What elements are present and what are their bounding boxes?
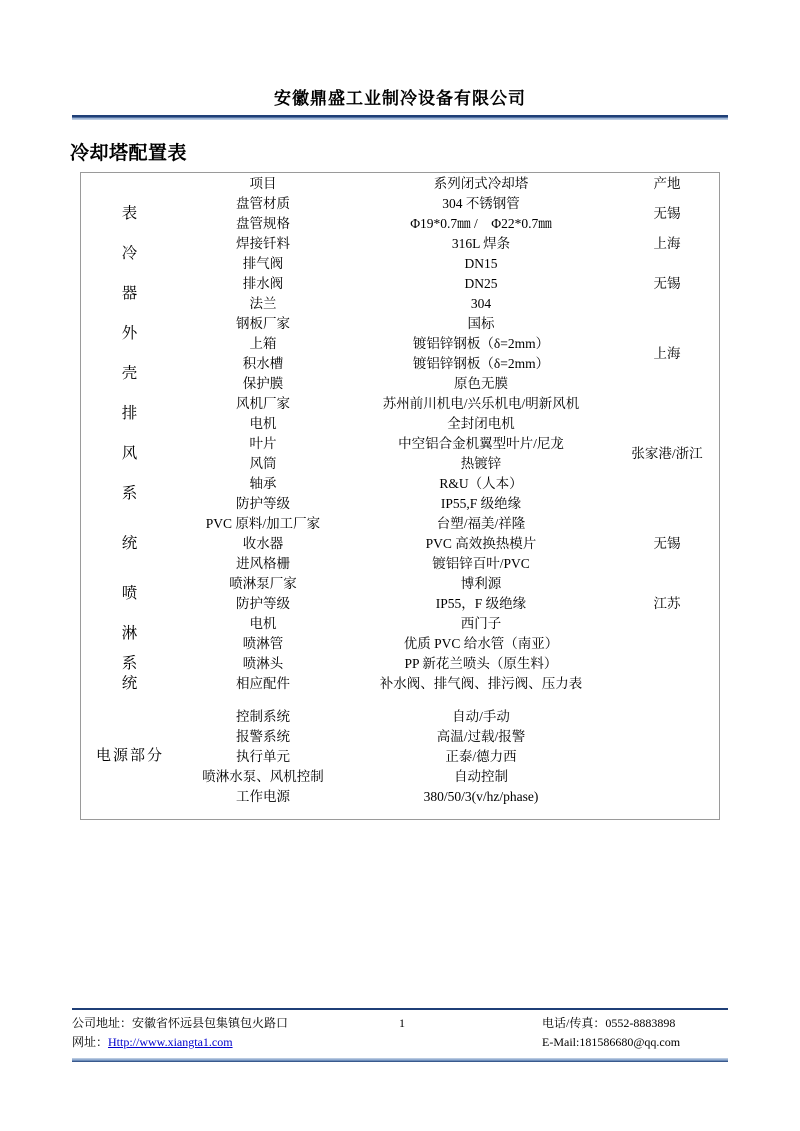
spec-table	[81, 173, 719, 819]
item-label: 盘管材质	[236, 195, 290, 211]
spacer-cell	[347, 693, 615, 706]
group-label-tong2: 统	[121, 674, 139, 692]
item-value: 西门子	[460, 615, 502, 631]
group-label-power: 电源部分	[95, 747, 164, 764]
group-label-xi2: 系	[121, 654, 139, 672]
footer-phone: 电话/传真：0552-8883898	[542, 1016, 676, 1030]
item-origin	[615, 726, 719, 746]
item-label: 执行单元	[236, 748, 290, 764]
item-value: 博利源	[460, 575, 502, 591]
item-label: 进风格栅	[236, 555, 290, 571]
table-header-row	[81, 173, 719, 193]
item-label: 盘管规格	[236, 215, 290, 231]
header-value: 系列闭式冷却塔	[433, 175, 529, 191]
spacer-cell	[81, 693, 179, 706]
footer-email: E-Mail:181586680@qq.com	[542, 1035, 681, 1049]
item-label: 控制系统	[236, 708, 290, 724]
item-label: 喷淋水泵、风机控制	[202, 768, 324, 784]
item-label: 保护膜	[242, 375, 284, 391]
item-label: 钢板厂家	[236, 315, 290, 331]
item-label: 防护等级	[236, 495, 290, 511]
table-row	[81, 513, 719, 533]
item-label: 轴承	[249, 475, 277, 491]
item-value: 高温/过载/报警	[436, 728, 526, 744]
item-label: 风机厂家	[236, 395, 290, 411]
item-origin	[615, 673, 719, 693]
item-origin	[615, 253, 719, 273]
item-label: 风筒	[249, 455, 277, 471]
document-footer	[72, 1014, 728, 1052]
item-value: 304	[470, 295, 492, 311]
item-value: IP55，F 级绝缘	[435, 595, 527, 611]
header-group-cell	[81, 173, 179, 193]
header-item: 项目	[249, 175, 277, 191]
item-origin	[615, 473, 719, 493]
item-origin: 张家港/浙江	[631, 445, 703, 461]
footer-divider-top	[72, 1008, 728, 1010]
item-label: 喷淋头	[242, 655, 284, 671]
spacer-cell	[615, 806, 719, 819]
group-label-ke: 壳	[121, 364, 139, 382]
group-label-feng: 风	[121, 444, 139, 462]
item-value: 正泰/德力西	[445, 748, 517, 764]
item-value: 自动/手动	[452, 708, 510, 724]
table-spacer-row	[81, 806, 719, 819]
group-label-biao: 表	[121, 204, 139, 222]
item-value: 优质 PVC 给水管（南亚）	[403, 635, 559, 651]
header-origin: 产地	[653, 175, 681, 191]
footer-website	[72, 1033, 372, 1052]
item-label: 积水槽	[242, 355, 284, 371]
item-origin	[615, 313, 719, 333]
item-value: 镀铝锌百叶/PVC	[432, 555, 530, 571]
item-origin	[615, 393, 719, 413]
item-origin	[615, 613, 719, 633]
item-value: DN25	[464, 275, 498, 291]
item-value: PVC 高效换热模片	[425, 535, 537, 551]
item-origin	[615, 766, 719, 786]
footer-address-value: 安徽省怀远县包集镇包火路口	[132, 1016, 289, 1030]
footer-address	[72, 1014, 372, 1033]
item-origin: 无锡	[653, 205, 681, 221]
item-label: 报警系统	[236, 728, 290, 744]
footer-row-1	[72, 1014, 728, 1033]
item-value: 苏州前川机电/兴乐机电/明新风机	[382, 395, 580, 411]
footer-address-label: 公司地址：	[72, 1016, 133, 1030]
item-origin	[615, 493, 719, 513]
spacer-cell	[347, 806, 615, 819]
item-value: R&U（人本）	[439, 475, 523, 491]
footer-website-link[interactable]: Http://www.xiangta1.com	[108, 1035, 233, 1049]
item-label: 排气阀	[242, 255, 284, 271]
spec-table-container	[80, 172, 720, 820]
company-name: 安徽鼎盛工业制冷设备有限公司	[274, 89, 526, 108]
document-header	[72, 88, 728, 110]
item-origin	[615, 573, 719, 593]
group-label-wai: 外	[121, 324, 139, 342]
item-origin: 上海	[653, 235, 681, 251]
group-label-xi: 系	[121, 484, 139, 502]
group-label-leng: 冷	[121, 244, 139, 262]
item-label: 电机	[249, 615, 277, 631]
table-row	[81, 653, 719, 673]
table-row	[81, 233, 719, 253]
item-origin	[615, 413, 719, 433]
item-label: 叶片	[249, 435, 277, 451]
item-value: DN15	[464, 255, 498, 271]
item-origin: 上海	[653, 345, 681, 361]
table-row	[81, 473, 719, 493]
item-value: 热镀锌	[460, 455, 502, 471]
item-label: 电机	[249, 415, 277, 431]
item-label: 防护等级	[236, 595, 290, 611]
footer-row-2	[72, 1033, 728, 1052]
table-row	[81, 433, 719, 453]
spacer-cell	[179, 693, 347, 706]
item-origin	[615, 746, 719, 766]
item-value: 台塑/福美/祥隆	[436, 515, 526, 531]
item-origin	[615, 373, 719, 393]
item-label: 法兰	[249, 295, 277, 311]
item-label: 收水器	[242, 535, 284, 551]
item-label: 工作电源	[236, 788, 290, 804]
item-value: PP 新花兰喷头（原生料）	[404, 655, 558, 671]
item-value: 原色无膜	[454, 375, 508, 391]
group-label-qi: 器	[121, 284, 139, 302]
group-label-tong: 统	[121, 534, 139, 552]
item-origin: 无锡	[653, 535, 681, 551]
item-origin	[615, 513, 719, 533]
footer-website-label: 网址：	[72, 1035, 109, 1049]
item-origin	[615, 553, 719, 573]
item-origin: 无锡	[653, 275, 681, 291]
group-label-pai: 排	[121, 404, 139, 422]
item-value: IP55,F 级绝缘	[440, 495, 522, 511]
item-label: 上箱	[249, 335, 277, 351]
item-value: 380/50/3(v/hz/phase)	[423, 788, 539, 804]
item-value: 镀铝锌钢板（δ=2mm）	[412, 355, 550, 371]
table-row	[81, 393, 719, 413]
table-spacer-row	[81, 693, 719, 706]
item-value: 自动控制	[454, 768, 508, 784]
table-row	[81, 193, 719, 213]
page-title: 冷却塔配置表	[70, 143, 188, 164]
table-row	[81, 613, 719, 633]
table-row	[81, 573, 719, 593]
table-row	[81, 706, 719, 726]
footer-divider-bottom	[72, 1058, 728, 1062]
group-label-pen: 喷	[121, 584, 139, 602]
item-label: 排水阀	[242, 275, 284, 291]
item-value: 全封闭电机	[447, 415, 515, 431]
item-value: 国标	[467, 315, 495, 331]
spacer-cell	[179, 806, 347, 819]
item-label: 喷淋管	[242, 635, 284, 651]
item-label: 相应配件	[236, 675, 290, 691]
item-value: 316L 焊条	[451, 235, 511, 251]
item-origin	[615, 706, 719, 726]
item-origin	[615, 633, 719, 653]
item-origin	[615, 293, 719, 313]
item-origin	[615, 653, 719, 673]
spacer-cell	[81, 806, 179, 819]
spacer-cell	[615, 693, 719, 706]
page-number: 1	[399, 1016, 405, 1030]
item-label: PVC 原料/加工厂家	[205, 515, 321, 531]
group-label-lin: 淋	[121, 624, 139, 642]
item-value: 304 不锈钢管	[442, 195, 520, 211]
item-label: 喷淋泵厂家	[229, 575, 297, 591]
header-divider	[72, 115, 728, 120]
item-origin	[615, 786, 719, 806]
table-row	[81, 273, 719, 293]
item-value: Φ19*0.7㎜ / Φ22*0.7㎜	[410, 215, 552, 231]
item-value: 镀铝锌钢板（δ=2mm）	[412, 335, 550, 351]
table-row	[81, 673, 719, 693]
item-label: 焊接钎料	[236, 235, 290, 251]
item-origin: 江苏	[653, 595, 681, 611]
table-row	[81, 313, 719, 333]
item-value: 补水阀、排气阀、排污阀、压力表	[379, 675, 583, 691]
item-value: 中空铝合金机翼型叶片/尼龙	[398, 435, 564, 451]
